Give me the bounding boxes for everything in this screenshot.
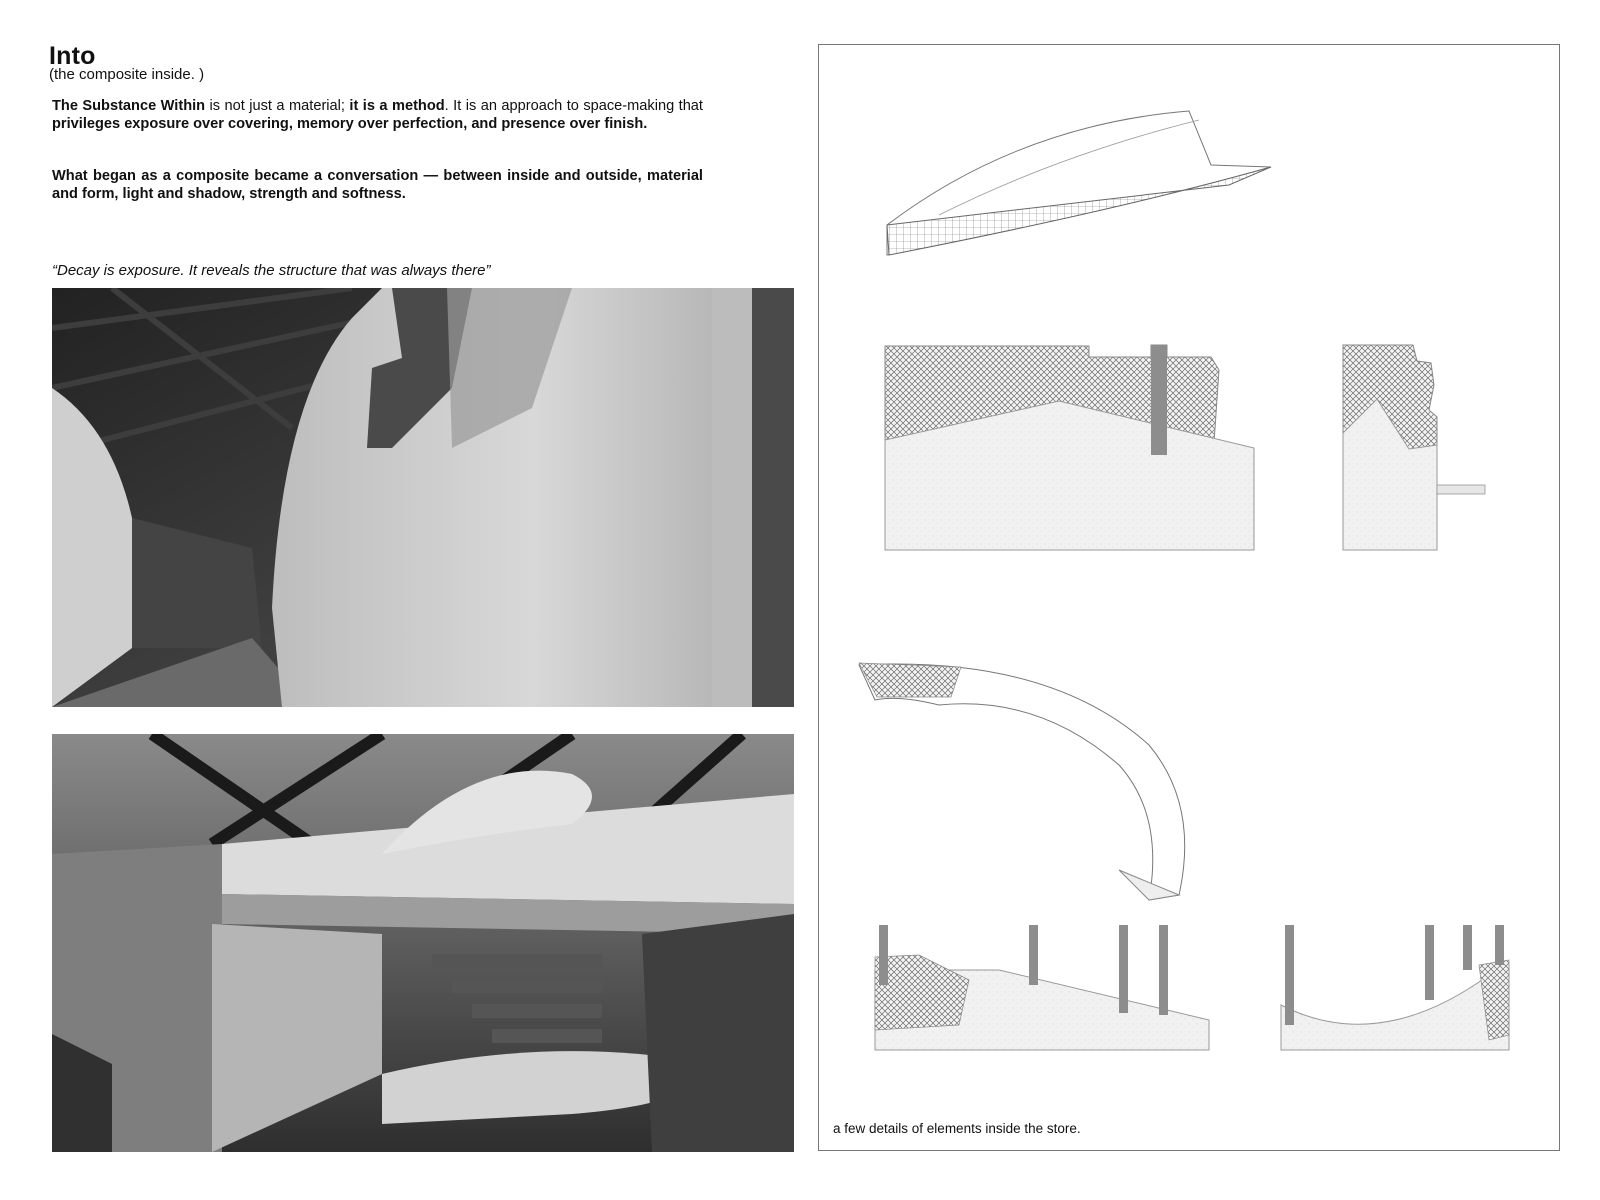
page-subtitle: (the composite inside. ): [49, 66, 205, 83]
paragraph-bold-phrase: privileges exposure over covering, memory over perfection, and presence over finish.: [52, 116, 648, 132]
model-photo-corridor: [52, 288, 794, 707]
detail-wall-section-b: [1343, 345, 1485, 550]
detail-wall-section-a: [885, 345, 1254, 550]
paragraph-bold-phrase: The Substance Within: [52, 98, 206, 114]
model-photo-corridor-image: [52, 288, 794, 707]
model-photo-stair-image: [52, 734, 794, 1152]
paragraph-text: . It is an approach to space-making that: [444, 98, 703, 114]
details-panel: [818, 44, 1560, 1151]
intro-paragraph: [52, 97, 703, 133]
details-caption: a few details of elements inside the store.: [833, 1121, 1081, 1136]
paragraph-bold-phrase: it is a method: [349, 98, 445, 114]
page-title: Into: [49, 42, 96, 70]
details-drawing: [819, 45, 1561, 1152]
detail-base-section-a: [875, 925, 1209, 1050]
paragraph-text: is not just a material;: [205, 98, 350, 114]
detail-base-section-b: [1281, 925, 1509, 1050]
detail-beam-element: [887, 111, 1271, 255]
model-photo-stair: [52, 734, 794, 1152]
quote-text: “Decay is exposure. It reveals the structure that was always there”: [52, 262, 491, 279]
detail-curved-element: [859, 663, 1185, 900]
conversation-paragraph: What began as a composite became a conversation — between inside and outside, material and form, light and shadow, strength and softness.: [52, 168, 703, 202]
